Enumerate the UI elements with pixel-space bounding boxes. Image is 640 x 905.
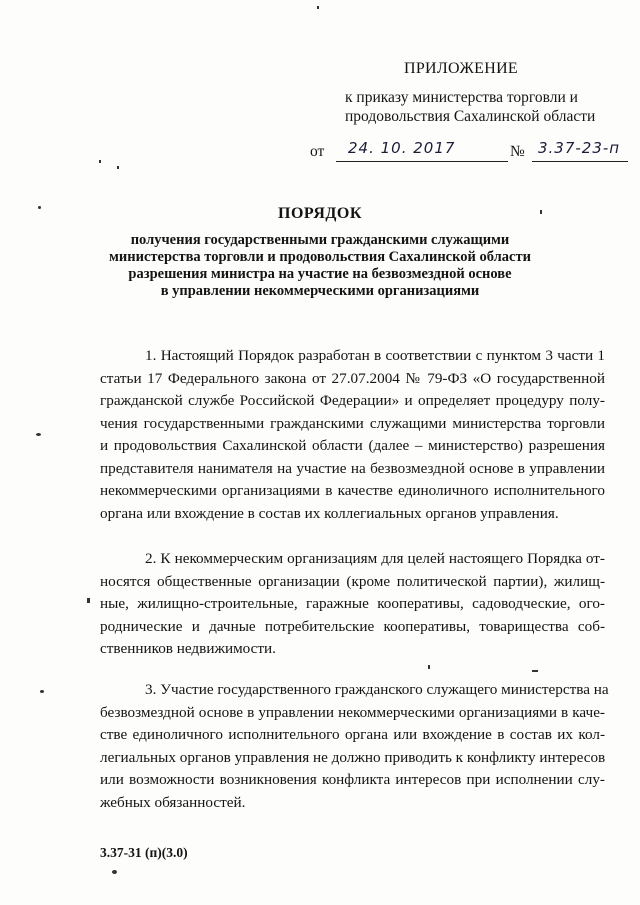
- footer-form-code: 3.37-31 (п)(3.0): [100, 845, 188, 860]
- paragraph-line: носятся общественные организации (кроме политической партии), жилищ-: [100, 572, 605, 590]
- appendix-line-2: продовольствия Сахалинской области: [345, 108, 596, 125]
- paragraph-line: стве единоличного исполнительного органа или вхождение в состав их кол-: [100, 726, 605, 743]
- paragraph-line: и продовольствия Сахалинской области (далее – министерство) разрешения: [100, 437, 605, 454]
- scan-speck: [532, 670, 538, 672]
- handwritten-date: 24. 10. 2017: [348, 139, 456, 157]
- appendix-line-1: к приказу министерства торговли и: [345, 89, 578, 106]
- paragraph-line: статьи 17 Федерального закона от 27.07.2004 № 79-ФЗ «О государственной: [100, 369, 605, 387]
- paragraph-line: 1. Настоящий Порядок разработан в соответствии с пунктом 3 части 1: [145, 347, 605, 364]
- paragraph-line: жебных обязанностей.: [100, 793, 246, 811]
- paragraph-line: чения государственными гражданскими служащими министерства торговли: [100, 414, 605, 432]
- paragraph-line: или возможности возникновения конфликта интересов при исполнении слу-: [100, 771, 605, 788]
- scan-speck: [40, 690, 44, 693]
- from-label: от: [310, 143, 325, 160]
- scan-speck: [87, 598, 90, 603]
- paragraph-line: ные, жилищно-строительные, гаражные кооперативы, садоводческие, ого-: [100, 595, 605, 612]
- number-label: №: [510, 143, 525, 160]
- paragraph-line: ственников недвижимости.: [100, 640, 276, 657]
- paragraph-line: 2. К некоммерческим организациям для целей настоящего Порядка от-: [145, 550, 605, 567]
- scan-speck: [117, 166, 119, 169]
- document-title: ПОРЯДОК: [278, 205, 362, 222]
- appendix-title: ПРИЛОЖЕНИЕ: [404, 60, 519, 77]
- subtitle-line: получения государственными гражданскими служащими: [130, 232, 510, 248]
- scan-speck: [428, 665, 430, 669]
- paragraph-line: представителя нанимателя на участие на безвозмездной основе в управлении: [100, 459, 605, 477]
- scan-speck: [317, 6, 319, 9]
- scan-speck: [38, 206, 41, 209]
- paragraph-3: [100, 679, 609, 814]
- paragraph-line: 3. Участие государственного гражданского служащего министерства на: [145, 681, 609, 698]
- order-date-field: [336, 141, 508, 162]
- paragraph-1: [100, 345, 605, 525]
- order-number-field: [532, 141, 628, 162]
- handwritten-number: 3.37-23-п: [538, 139, 621, 157]
- subtitle-line: разрешения министра на участие на безвозмездной основе: [128, 266, 512, 282]
- scan-speck: [99, 160, 101, 163]
- document-subtitle: [0, 232, 640, 300]
- paragraph-line: безвозмездной основе в управлении некоммерческими организациями в каче-: [100, 703, 605, 721]
- subtitle-line: в управлении некоммерческими организациями: [160, 283, 480, 299]
- paragraph-line: гражданской службе Российской Федерации» и определяет процедуру полу-: [100, 392, 605, 409]
- scan-speck: [112, 870, 117, 874]
- scan-speck: [36, 433, 41, 436]
- paragraph-line: органа или вхождение в состав их коллегиальных органов управления.: [100, 504, 559, 522]
- order-date-number-row: [310, 141, 630, 165]
- scan-speck: [540, 210, 542, 214]
- paragraph-2: [100, 548, 605, 661]
- paragraph-line: некоммерческими организациями в качестве единоличного исполнительного: [100, 482, 605, 499]
- paragraph-line: роднические и дачные потребительские кооперативы, товарищества соб-: [100, 617, 605, 635]
- paragraph-line: легиальных органов управления не должно приводить к конфликту интересов: [100, 748, 606, 766]
- subtitle-line: министерства торговли и продовольствия Сахалинской области: [109, 249, 531, 265]
